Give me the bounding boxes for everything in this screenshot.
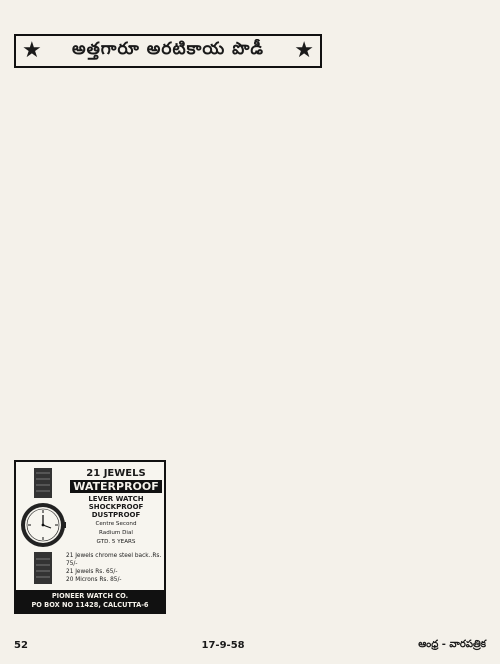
article-title-banner — [14, 34, 322, 68]
page-number: 52 — [14, 639, 28, 651]
ad-price-list — [66, 552, 164, 584]
text-column-right — [334, 8, 486, 622]
wristwatch-icon — [20, 468, 66, 584]
watch-advertisement — [14, 460, 166, 614]
ad-guarantee: GTD. 5 YEARS — [96, 539, 136, 545]
ad-headline-block — [70, 468, 162, 546]
ad-price-item: 21 Jewels Rs. 65/- — [66, 569, 118, 575]
ad-brand-name: PIONEER WATCH CO. — [51, 592, 129, 600]
star-icon-right: ★ — [294, 38, 314, 63]
ad-centre-second: Centre Second — [95, 521, 137, 527]
text-column-left — [14, 74, 164, 449]
article-title: అత్తగారూ అరటికాయ పొడీ — [71, 39, 265, 59]
page-footer — [14, 636, 486, 654]
ad-lever-watch: LEVER WATCH — [88, 495, 144, 503]
issue-date: 17-9-58 — [201, 639, 245, 651]
text-column-middle — [174, 74, 324, 622]
ad-dustproof: DUSTPROOF — [91, 511, 141, 519]
ad-waterproof-heading: WATERPROOF — [70, 480, 162, 493]
ad-price-item: 20 Microns Rs. 85/- — [66, 577, 122, 583]
ad-price-item: 21 Jewels chrome steel back..Rs. 75/- — [66, 553, 162, 567]
ad-company-footer — [16, 590, 164, 612]
ad-jewels-heading: 21 JEWELS — [86, 468, 146, 479]
ad-radium-dial: Radium Dial — [99, 530, 133, 536]
star-icon-left: ★ — [22, 38, 42, 63]
publication-name: ఆంధ్ర - వారపత్రిక — [418, 639, 486, 650]
ad-address: PO BOX NO 11428, CALCUTTA-6 — [31, 601, 149, 609]
ad-shockproof: SHOCKPROOF — [88, 503, 144, 511]
